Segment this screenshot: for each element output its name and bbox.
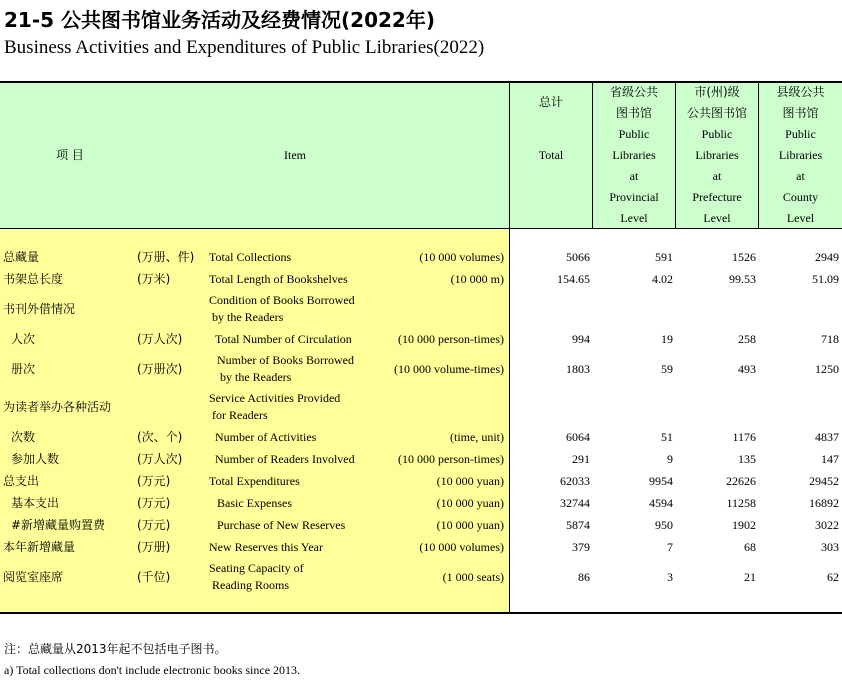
row-value: 135 (738, 452, 756, 466)
header-item-cn: 项 目 (56, 148, 84, 162)
row-label-cn: 人次 (11, 332, 36, 346)
row-value: 1526 (732, 250, 756, 264)
row-unit-en: (10 000 person-times) (398, 452, 504, 466)
header-county-line: Level (786, 211, 815, 225)
header-provincial (593, 82, 675, 229)
row-label-en: Reading Rooms (212, 578, 289, 592)
row-value: 4837 (815, 430, 839, 444)
row-label-cn: 阅览室座席 (3, 570, 64, 584)
row-unit-cn: (千位) (137, 570, 171, 584)
row-unit-en: (time, unit) (450, 430, 504, 444)
row-value: 258 (738, 332, 756, 346)
row-value: 3 (667, 570, 673, 584)
header-provincial-line: Provincial (609, 190, 659, 204)
row-value: 29452 (809, 474, 839, 488)
row-value: 21 (744, 570, 756, 584)
row-value: 9954 (649, 474, 673, 488)
row-value: 994 (572, 332, 590, 346)
row-label-cn: 本年新增藏量 (3, 540, 76, 554)
row-label-en: Total Number of Circulation (215, 331, 352, 346)
row-unit-en: (1 000 seats) (442, 570, 504, 584)
row-label-en: Total Length of Bookshelves (209, 271, 348, 286)
row-value: 16892 (809, 496, 839, 510)
row-value: 11258 (726, 496, 756, 510)
row-unit-cn: (万元) (137, 496, 171, 510)
bottom-rule (0, 612, 842, 614)
row-label-cn: 书架总长度 (3, 272, 64, 286)
row-unit-en: (10 000 volumes) (419, 540, 504, 554)
row-label-en: Number of Activities (215, 429, 317, 444)
row-label-en: Number of Readers Involved (215, 451, 355, 466)
row-value: 51 (661, 430, 673, 444)
header-provincial-line: Public (618, 127, 650, 141)
header-county-line: 图书馆 (782, 106, 819, 120)
row-value: 2949 (815, 250, 839, 264)
header-prefecture-line: 公共图书馆 (686, 106, 747, 120)
row-label-cn: 总藏量 (3, 250, 40, 264)
header-county-line: Libraries (778, 148, 823, 162)
row-label-en: New Reserves this Year (209, 539, 323, 554)
table-title-english: Business Activities and Expenditures of Public Libraries(2022) (4, 37, 485, 58)
row-value: 591 (655, 250, 673, 264)
row-value: 1803 (566, 362, 590, 376)
header-prefecture-line: Public (701, 127, 733, 141)
header-county-line: Public (785, 127, 816, 141)
row-unit-cn: (万人次) (137, 332, 183, 346)
row-unit-cn: (万元) (137, 518, 171, 532)
row-unit-cn: (万米) (137, 272, 171, 286)
row-value: 291 (572, 452, 590, 466)
header-prefecture-line: at (712, 169, 722, 183)
row-value: 51.09 (812, 272, 839, 286)
footnote-english: a) Total collections don't include electronic books since 2013. (4, 663, 301, 677)
row-label-cn: 书刊外借情况 (3, 302, 76, 316)
row-label-en: Number of Books Borrowed (217, 353, 354, 367)
row-value: 1902 (732, 518, 756, 532)
row-label-cn: 册次 (11, 362, 36, 376)
header-prefecture-line: Prefecture (692, 190, 742, 204)
header-total-cn: 总计 (538, 95, 563, 109)
row-unit-en: (10 000 volumes) (419, 250, 504, 264)
header-prefecture (676, 82, 758, 229)
row-label-en: for Readers (212, 408, 268, 422)
header-item-en: Item (284, 148, 306, 162)
row-label-cn: 次数 (11, 430, 36, 444)
row-value: 147 (821, 452, 839, 466)
header-county-line: 县级公共 (776, 85, 825, 99)
header-provincial-line: 图书馆 (615, 106, 652, 120)
row-label-en: Total Expenditures (209, 473, 300, 488)
row-value: 1250 (815, 362, 839, 376)
row-unit-cn: (万册、件) (137, 250, 195, 264)
row-value: 303 (821, 540, 839, 554)
row-label-cn: 总支出 (3, 474, 40, 488)
row-value: 62 (827, 570, 839, 584)
row-value: 86 (578, 570, 590, 584)
row-unit-en: (10 000 yuan) (436, 474, 504, 488)
row-label-en: Service Activities Provided (209, 391, 341, 405)
row-label-en: by the Readers (212, 310, 284, 324)
footnote-chinese: 注：总藏量从2013年起不包括电子图书。 (4, 642, 227, 656)
row-value: 4.02 (652, 272, 673, 286)
header-county-line: County (782, 190, 819, 204)
header-total-en: Total (538, 148, 564, 162)
header-provincial-line: Libraries (612, 148, 656, 162)
row-value: 5066 (566, 250, 590, 264)
row-value: 5874 (566, 518, 590, 532)
row-value: 59 (661, 362, 673, 376)
row-value: 6064 (566, 430, 590, 444)
row-label-en: Purchase of New Reserves (217, 517, 346, 532)
row-unit-cn: (万元) (137, 474, 171, 488)
row-value: 19 (661, 332, 673, 346)
header-county (759, 82, 842, 229)
header-county-line: at (796, 169, 805, 183)
row-unit-cn: (万册次) (137, 362, 183, 376)
header-prefecture-line: Level (703, 211, 731, 225)
header-provincial-line: Level (620, 211, 648, 225)
row-value: 154.65 (557, 272, 590, 286)
row-value: 22626 (726, 474, 756, 488)
header-prefecture-line: Libraries (695, 148, 739, 162)
row-label-en: Condition of Books Borrowed (209, 293, 355, 307)
header-provincial-line: 省级公共 (609, 85, 658, 99)
row-unit-cn: (万册) (137, 540, 171, 554)
row-unit-en: (10 000 m) (450, 272, 504, 286)
row-unit-cn: (万人次) (137, 452, 183, 466)
row-label-en: Total Collections (209, 249, 292, 264)
row-unit-en: (10 000 volume-times) (394, 362, 504, 376)
row-unit-en: (10 000 yuan) (436, 496, 504, 510)
row-label-cn: 为读者举办各种活动 (3, 400, 112, 414)
row-value: 379 (572, 540, 590, 554)
statistics-table (0, 81, 842, 614)
row-label-en: Seating Capacity of (209, 561, 304, 575)
row-unit-en: (10 000 person-times) (398, 332, 504, 346)
row-value: 4594 (649, 496, 673, 510)
row-label-en: Basic Expenses (217, 495, 292, 510)
row-value: 3022 (815, 518, 839, 532)
row-value: 68 (744, 540, 756, 554)
row-value: 1176 (732, 430, 756, 444)
row-value: 950 (655, 518, 673, 532)
row-value: 7 (667, 540, 673, 554)
row-label-cn: 参加人数 (11, 452, 60, 466)
header-prefecture-line: 市(州)级 (694, 85, 740, 99)
row-value: 99.53 (729, 272, 756, 286)
row-label-cn: #新增藏量购置费 (11, 518, 106, 532)
table-title-chinese: 21-5 公共图书馆业务活动及经费情况(2022年) (4, 8, 435, 32)
row-value: 9 (667, 452, 673, 466)
row-unit-cn: (次、个) (137, 430, 183, 444)
row-label-en: by the Readers (220, 370, 292, 384)
row-value: 493 (738, 362, 756, 376)
header-provincial-line: at (629, 169, 639, 183)
row-unit-en: (10 000 yuan) (436, 518, 504, 532)
row-value: 32744 (560, 496, 590, 510)
row-label-cn: 基本支出 (11, 496, 60, 510)
row-value: 62033 (560, 474, 590, 488)
row-value: 718 (821, 332, 839, 346)
